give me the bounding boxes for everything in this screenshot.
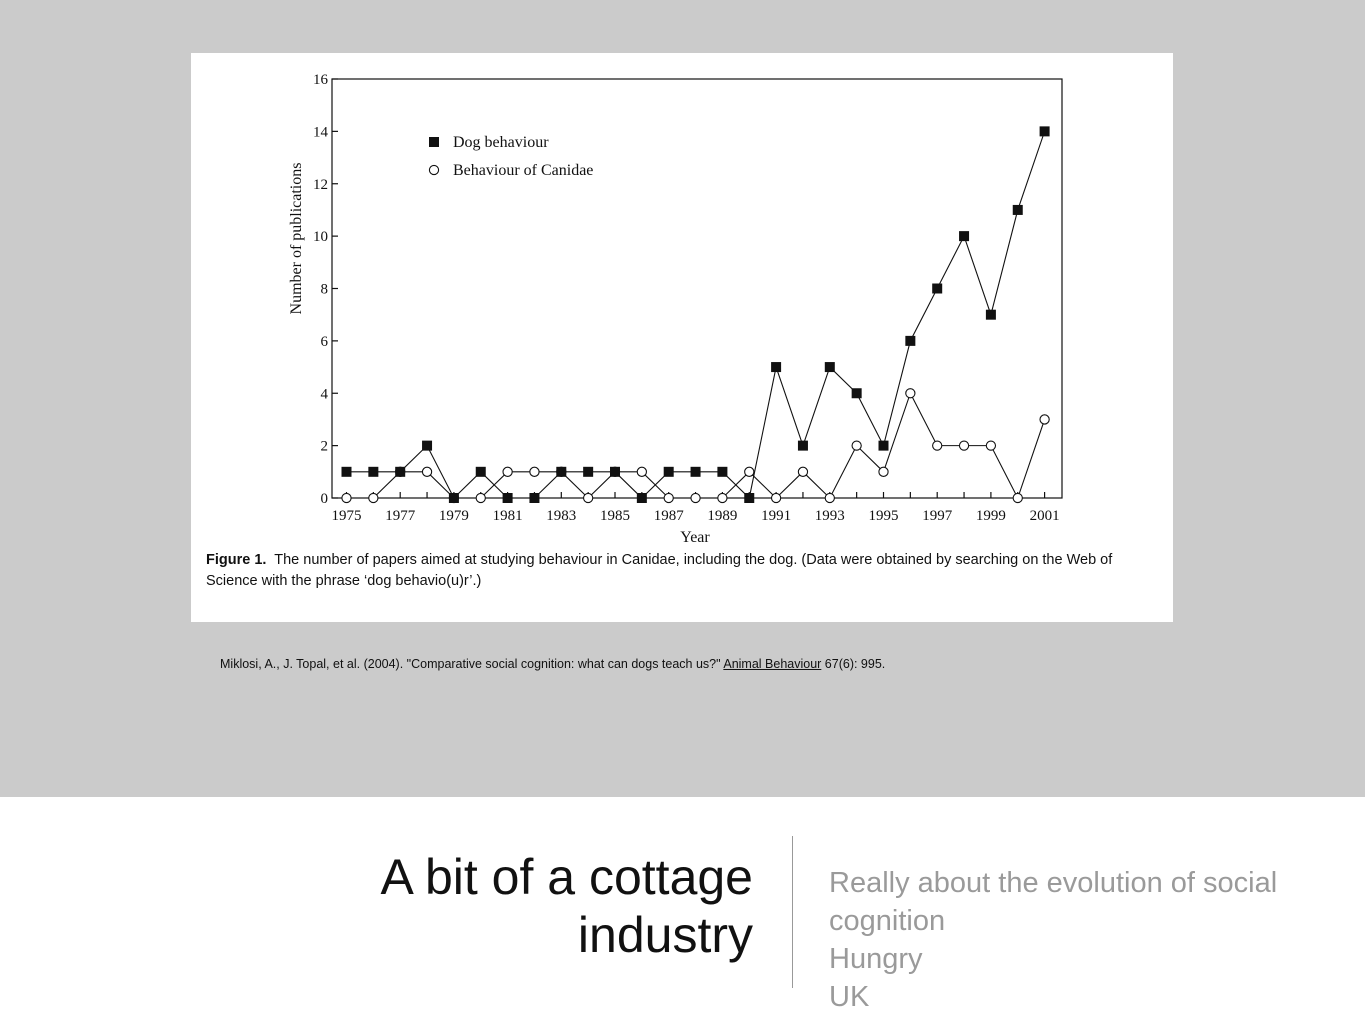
dog-behaviour-point [664,467,674,477]
dog-behaviour-point [798,441,808,451]
dog-behaviour-point [717,467,727,477]
plot-frame [332,79,1062,498]
citation [220,657,885,671]
dog-behaviour-point [1040,126,1050,136]
figure-caption [206,550,1161,592]
canidae-point [584,493,593,502]
publications-line-chart [191,53,1173,543]
canidae-point [1040,415,1049,424]
bullet-item: Really about the evolution of social cognition [829,867,1278,937]
canidae-point [637,467,646,476]
y-tick-label: 10 [313,229,328,246]
dog-behaviour-point [1013,205,1023,215]
x-tick-label: 1977 [385,508,416,524]
citation-text: Miklosi, A., J. Topal, et al. (2004). "Comparative social cognition: what can dogs teach us?" [220,657,724,671]
canidae-point [879,467,888,476]
x-tick-label: 1997 [922,508,953,524]
dog-behaviour-point [610,467,620,477]
y-tick-label: 2 [320,438,328,455]
caption-text: The number of papers aimed at studying behaviour in Canidae, including the dog. (Data were obtained by searching on the Web of Science with the phrase ‘dog behavio(u)r’.) [206,552,1113,589]
canidae-point [691,493,700,502]
dog-behaviour-point [583,467,593,477]
slide-title [233,848,753,964]
bullet-list [829,864,1349,1016]
dog-behaviour-point [932,284,942,294]
citation-journal-link[interactable]: Animal Behaviour [723,657,822,671]
y-tick-label: 6 [320,333,328,350]
figure-panel [191,53,1173,622]
legend-square-marker [429,137,439,147]
dog-behaviour-point [771,362,781,372]
dog-behaviour-point [368,467,378,477]
bullet-item: Hungry [829,943,923,975]
vertical-divider [792,836,793,988]
dog-behaviour-point [691,467,701,477]
dog-behaviour-point [395,467,405,477]
canidae-point [933,441,942,450]
x-tick-label: 1999 [975,508,1006,524]
x-tick-label: 1979 [438,508,469,524]
dog-behaviour-point [852,388,862,398]
canidae-point [1013,493,1022,502]
dog-behaviour-point [422,441,432,451]
x-tick-label: 1983 [546,508,577,524]
dog-behaviour-point [503,493,513,503]
dog-behaviour-point [529,493,539,503]
dog-behaviour-point [879,441,889,451]
canidae-point [986,441,995,450]
y-tick-label: 12 [313,176,328,193]
citation-volume: 67(6): 995. [821,657,886,671]
legend-circle-marker [429,165,438,174]
x-axis-title: Year [680,529,710,543]
canidae-point [959,441,968,450]
canidae-point [825,493,834,502]
y-tick-label: 4 [320,386,328,403]
dog-behaviour-point [825,362,835,372]
canidae-point [906,389,915,398]
canidae-point [745,467,754,476]
legend-canidae-behaviour: Behaviour of Canidae [453,162,594,179]
x-tick-label: 1989 [707,508,738,524]
dog-behaviour-point [986,310,996,320]
dog-behaviour-point [637,493,647,503]
x-tick-label: 2001 [1029,508,1060,524]
dog-behaviour-point [342,467,352,477]
legend-dog-behaviour: Dog behaviour [453,134,549,151]
dog-behaviour-point [556,467,566,477]
canidae-point [664,493,673,502]
canidae-point [342,493,351,502]
canidae-point [718,493,727,502]
y-tick-label: 14 [313,124,328,141]
canidae-point [369,493,378,502]
slide-title-line-1: A bit of a cottage [380,849,753,905]
canidae-point [422,467,431,476]
dog-behaviour-point [905,336,915,346]
x-tick-label: 1981 [492,508,523,524]
dog-behaviour-point [449,493,459,503]
y-tick-label: 16 [313,72,328,88]
y-tick-label: 8 [320,281,328,298]
canidae-point [503,467,512,476]
x-tick-label: 1993 [814,508,845,524]
caption-label: Figure 1. [206,552,267,568]
x-tick-label: 1975 [331,508,362,524]
y-axis-title: Number of publications [288,162,305,315]
x-tick-label: 1987 [653,508,684,524]
bullet-item: UK [829,981,870,1013]
canidae-point [530,467,539,476]
y-tick-label: 0 [320,491,328,507]
dog-behaviour-point [476,467,486,477]
canidae-point [772,493,781,502]
x-tick-label: 1995 [868,508,899,524]
canidae-point [852,441,861,450]
dog-behaviour-point [744,493,754,503]
dog-behaviour-point [959,231,969,241]
canidae-point [798,467,807,476]
x-tick-label: 1991 [761,508,792,524]
canidae-point [476,493,485,502]
x-tick-label: 1985 [600,508,630,524]
slide-title-line-2: industry [577,907,753,963]
